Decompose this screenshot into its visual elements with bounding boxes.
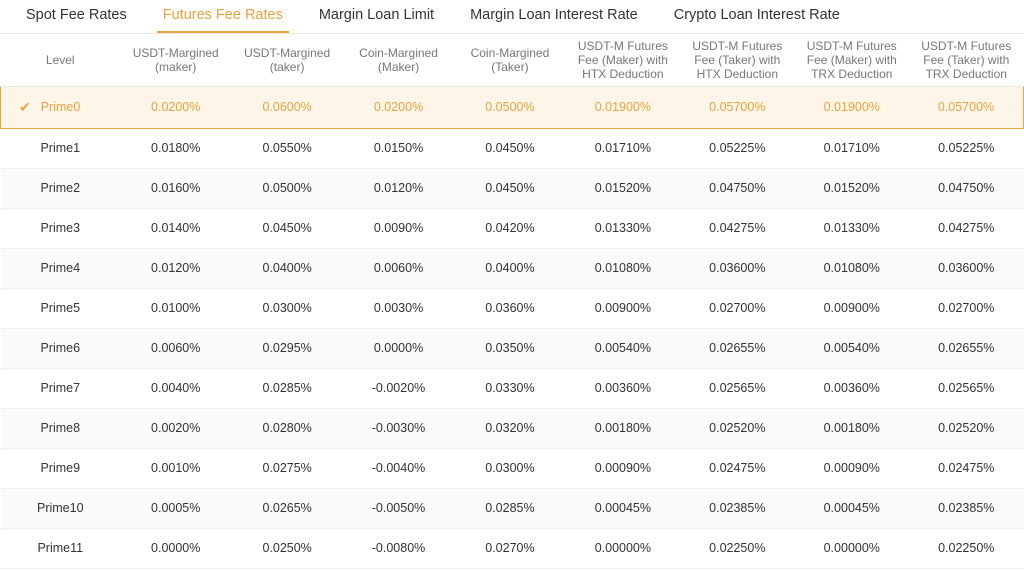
tab-crypto-loan-interest-rate[interactable]: Crypto Loan Interest Rate [673, 7, 840, 23]
fee-cell: -0.0040% [343, 448, 454, 488]
column-header-6: USDT-M Futures Fee (Taker) with HTX Deduction [680, 34, 794, 86]
level-label: Prime5 [40, 301, 81, 315]
level-label: Prime1 [40, 141, 81, 155]
fee-cell: 0.0420% [454, 208, 565, 248]
fee-cell: 0.02700% [909, 288, 1024, 328]
fee-cell: 0.01900% [566, 86, 680, 128]
fee-cell: 0.01520% [566, 168, 680, 208]
fee-cell: 0.00180% [795, 408, 909, 448]
fee-cell: 0.00045% [795, 488, 909, 528]
table-header-row [1, 34, 1024, 86]
fee-cell: 0.02385% [680, 488, 794, 528]
fee-cell: 0.05225% [680, 128, 794, 168]
column-header-7: USDT-M Futures Fee (Maker) with TRX Deduction [795, 34, 909, 86]
fee-cell: 0.02250% [909, 528, 1024, 568]
table-row[interactable] [1, 408, 1024, 448]
level-cell [1, 208, 121, 248]
fee-cell: 0.0400% [454, 248, 565, 288]
table-row[interactable] [1, 288, 1024, 328]
column-header-0: Level [1, 34, 121, 86]
fee-cell: 0.00090% [795, 448, 909, 488]
fee-cell: 0.0120% [120, 248, 231, 288]
fee-cell: 0.01710% [566, 128, 680, 168]
level-label: Prime6 [40, 341, 81, 355]
tab-spot-fee-rates[interactable]: Spot Fee Rates [26, 7, 127, 23]
fee-table-container [0, 34, 1024, 569]
fee-cell: 0.0200% [120, 86, 231, 128]
table-row[interactable] [1, 86, 1024, 128]
fee-cell: 0.05700% [680, 86, 794, 128]
fee-cell: 0.0150% [343, 128, 454, 168]
fee-cell: 0.0285% [454, 488, 565, 528]
fee-cell: 0.0275% [231, 448, 342, 488]
fee-cell: 0.02520% [909, 408, 1024, 448]
fee-cell: 0.00540% [566, 328, 680, 368]
fee-cell: 0.0200% [343, 86, 454, 128]
fee-cell: 0.04275% [909, 208, 1024, 248]
table-row[interactable] [1, 448, 1024, 488]
tab-bar [0, 0, 1024, 34]
fee-cell: 0.01900% [795, 86, 909, 128]
level-label: Prime4 [40, 261, 81, 275]
column-header-4: Coin-Margined (Taker) [454, 34, 565, 86]
fee-cell: 0.00000% [795, 528, 909, 568]
fee-cell: 0.0500% [231, 168, 342, 208]
fee-cell: 0.00180% [566, 408, 680, 448]
fee-cell: 0.02475% [680, 448, 794, 488]
fee-cell: 0.01330% [795, 208, 909, 248]
table-row[interactable] [1, 528, 1024, 568]
futures-fee-rates-table [0, 34, 1024, 569]
fee-cell: 0.0400% [231, 248, 342, 288]
fee-cell: -0.0050% [343, 488, 454, 528]
fee-cell: 0.0285% [231, 368, 342, 408]
fee-cell: 0.02655% [909, 328, 1024, 368]
tab-margin-loan-limit[interactable]: Margin Loan Limit [318, 7, 435, 23]
fee-cell: 0.0040% [120, 368, 231, 408]
fee-cell: 0.00540% [795, 328, 909, 368]
fee-cell: 0.0005% [120, 488, 231, 528]
fee-cell: 0.00090% [566, 448, 680, 488]
fee-cell: 0.02475% [909, 448, 1024, 488]
fee-cell: 0.00900% [566, 288, 680, 328]
table-header [1, 34, 1024, 86]
fee-cell: 0.04275% [680, 208, 794, 248]
level-label: Prime9 [40, 461, 81, 475]
fee-cell: 0.00045% [566, 488, 680, 528]
fee-cell: 0.0010% [120, 448, 231, 488]
tab-margin-loan-interest-rate[interactable]: Margin Loan Interest Rate [470, 7, 638, 23]
level-cell [1, 328, 121, 368]
fee-cell: 0.0020% [120, 408, 231, 448]
table-row[interactable] [1, 248, 1024, 288]
fee-cell: 0.0265% [231, 488, 342, 528]
fee-cell: 0.01330% [566, 208, 680, 248]
fee-cell: 0.0250% [231, 528, 342, 568]
fee-cell: 0.0295% [231, 328, 342, 368]
fee-cell: 0.0000% [343, 328, 454, 368]
level-cell [1, 408, 121, 448]
level-label: Prime3 [40, 221, 81, 235]
level-label: Prime8 [40, 421, 81, 435]
fee-cell: 0.0140% [120, 208, 231, 248]
fee-cell: 0.0030% [343, 288, 454, 328]
level-cell [1, 488, 121, 528]
fee-cell: 0.0350% [454, 328, 565, 368]
fee-cell: 0.0180% [120, 128, 231, 168]
fee-cell: 0.00360% [795, 368, 909, 408]
table-row[interactable] [1, 128, 1024, 168]
level-label: Prime2 [40, 181, 81, 195]
fee-cell: 0.02520% [680, 408, 794, 448]
fee-cell: 0.00360% [566, 368, 680, 408]
table-body [1, 86, 1024, 568]
fee-cell: 0.0300% [231, 288, 342, 328]
level-label: Prime0 [40, 100, 81, 114]
fee-cell: 0.00000% [566, 528, 680, 568]
table-row[interactable] [1, 208, 1024, 248]
fee-cell: 0.0100% [120, 288, 231, 328]
level-cell [1, 168, 121, 208]
fee-cell: 0.05700% [909, 86, 1024, 128]
fee-cell: 0.02385% [909, 488, 1024, 528]
fee-cell: 0.02565% [909, 368, 1024, 408]
fee-cell: 0.01520% [795, 168, 909, 208]
level-label: Prime7 [40, 381, 81, 395]
table-row[interactable] [1, 488, 1024, 528]
fee-cell: 0.02250% [680, 528, 794, 568]
fee-cell: -0.0020% [343, 368, 454, 408]
level-cell [1, 248, 121, 288]
fee-cell: 0.0550% [231, 128, 342, 168]
fee-cell: 0.01080% [566, 248, 680, 288]
fee-cell: 0.02655% [680, 328, 794, 368]
check-icon: ✔ [19, 99, 31, 115]
fee-cell: -0.0030% [343, 408, 454, 448]
level-label: Prime10 [36, 501, 84, 515]
fee-cell: 0.00900% [795, 288, 909, 328]
level-cell [1, 528, 121, 568]
column-header-2: USDT-Margined (taker) [231, 34, 342, 86]
fee-cell: 0.0500% [454, 86, 565, 128]
column-header-5: USDT-M Futures Fee (Maker) with HTX Deduction [566, 34, 680, 86]
level-cell [1, 128, 121, 168]
column-header-3: Coin-Margined (Maker) [343, 34, 454, 86]
column-header-8: USDT-M Futures Fee (Taker) with TRX Deduction [909, 34, 1024, 86]
fee-cell: 0.03600% [909, 248, 1024, 288]
fee-cell: 0.0450% [231, 208, 342, 248]
fee-cell: 0.02700% [680, 288, 794, 328]
fee-cell: 0.0360% [454, 288, 565, 328]
level-cell [1, 368, 121, 408]
fee-cell: 0.0000% [120, 528, 231, 568]
fee-cell: 0.0600% [231, 86, 342, 128]
level-cell [1, 86, 121, 128]
fee-cell: 0.04750% [909, 168, 1024, 208]
fee-cell: 0.0300% [454, 448, 565, 488]
fee-cell: 0.0320% [454, 408, 565, 448]
fee-cell: 0.01080% [795, 248, 909, 288]
table-row[interactable] [1, 368, 1024, 408]
fee-cell: 0.05225% [909, 128, 1024, 168]
fee-cell: 0.0450% [454, 168, 565, 208]
fee-cell: 0.0060% [343, 248, 454, 288]
fee-cell: 0.0280% [231, 408, 342, 448]
level-cell [1, 448, 121, 488]
table-row[interactable] [1, 328, 1024, 368]
fee-cell: 0.02565% [680, 368, 794, 408]
fee-cell: -0.0080% [343, 528, 454, 568]
fee-cell: 0.0160% [120, 168, 231, 208]
level-label: Prime11 [37, 541, 84, 555]
fee-cell: 0.0090% [343, 208, 454, 248]
table-row[interactable] [1, 168, 1024, 208]
fee-cell: 0.0450% [454, 128, 565, 168]
fee-cell: 0.0060% [120, 328, 231, 368]
column-header-1: USDT-Margined (maker) [120, 34, 231, 86]
fee-cell: 0.0120% [343, 168, 454, 208]
fee-cell: 0.0330% [454, 368, 565, 408]
fee-cell: 0.01710% [795, 128, 909, 168]
fee-cell: 0.03600% [680, 248, 794, 288]
fee-cell: 0.0270% [454, 528, 565, 568]
fee-cell: 0.04750% [680, 168, 794, 208]
tab-futures-fee-rates[interactable]: Futures Fee Rates [145, 0, 301, 33]
level-cell [1, 288, 121, 328]
